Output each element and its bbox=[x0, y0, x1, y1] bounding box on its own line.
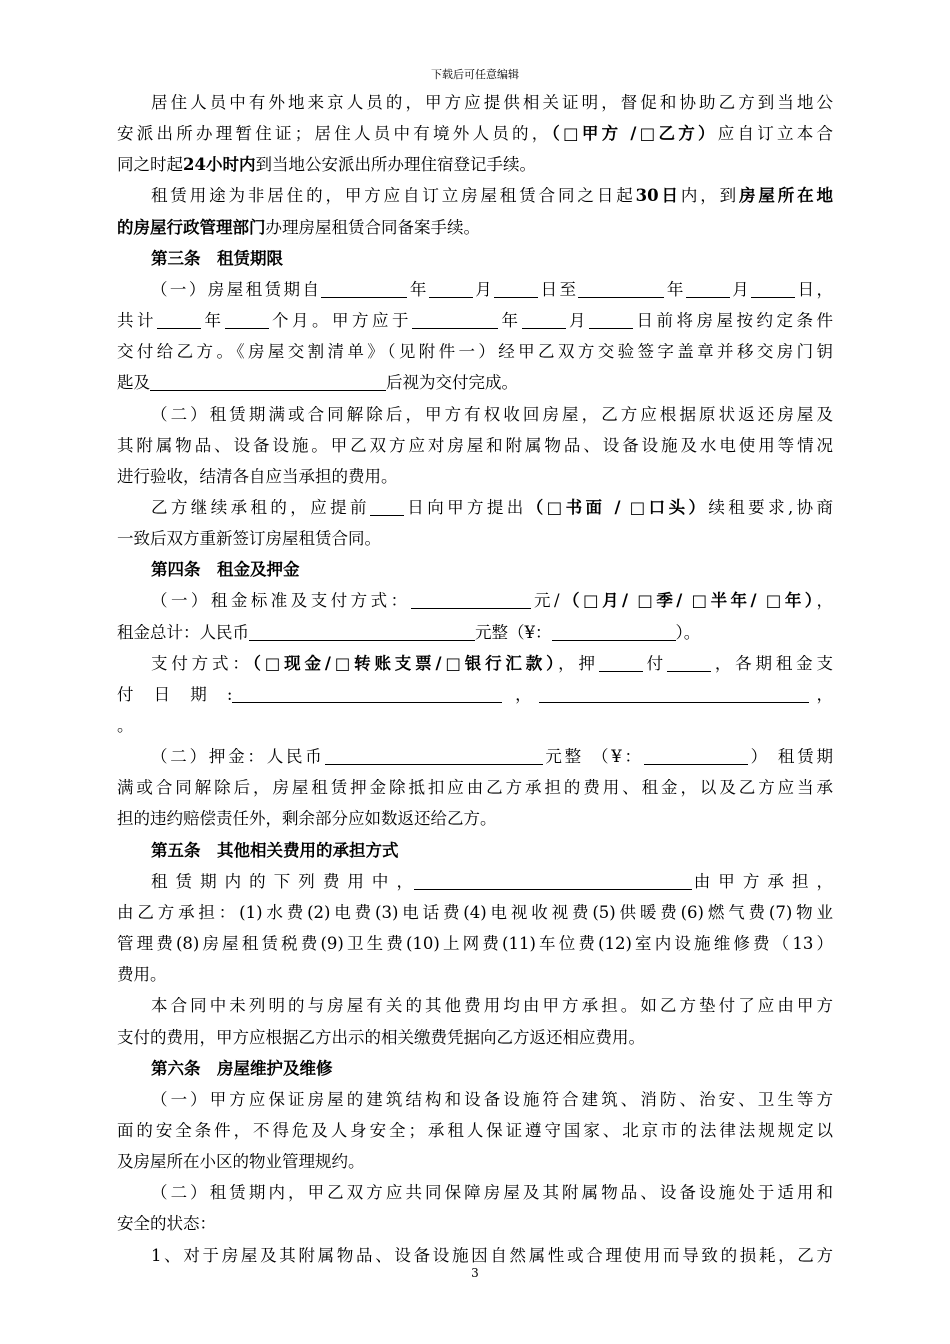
blank-underline bbox=[686, 278, 730, 298]
blank-underline bbox=[249, 621, 475, 641]
text-segment: 付 日 期 : bbox=[117, 684, 233, 704]
text-line bbox=[117, 1209, 833, 1239]
blank-underline bbox=[667, 652, 711, 672]
blank-underline bbox=[157, 309, 201, 329]
page-number: 3 bbox=[471, 1266, 479, 1280]
blank-underline bbox=[552, 621, 676, 641]
text-segment: 乙方继续承租的，应提前 bbox=[151, 497, 370, 517]
text-segment: 应自订立本合 bbox=[717, 124, 833, 144]
bold-text: 第五条 其他相关费用的承担方式 bbox=[151, 840, 399, 860]
text-segment: 到当地公安派出所办理住宿登记手续。 bbox=[255, 155, 536, 175]
text-segment: 1、对于房屋及其附属物品、设备设施因自然属性或合理使用而导致的损耗，乙方 bbox=[151, 1245, 833, 1265]
text-segment: 日， bbox=[795, 279, 833, 299]
text-line bbox=[151, 1054, 833, 1084]
text-segment: 安全的状态： bbox=[117, 1214, 216, 1234]
text-segment: 租金总计：人民币 bbox=[117, 622, 249, 642]
text-segment: ， bbox=[809, 684, 833, 704]
text-line bbox=[151, 493, 833, 523]
text-segment: 个月。甲方应于 bbox=[268, 311, 412, 330]
text-segment: 日前将房屋按约定条件 bbox=[633, 311, 833, 330]
text-line bbox=[151, 1178, 833, 1208]
text-segment: 付 bbox=[642, 653, 668, 673]
text-segment: 居住人员中有外地来京人员的，甲方应提供相关证明，督促和协助乙方到当地公 bbox=[151, 93, 833, 112]
blank-underline bbox=[232, 683, 502, 703]
blank-underline bbox=[578, 278, 664, 298]
bold-text: 第六条 房屋维护及维修 bbox=[151, 1058, 333, 1078]
text-segment: 由 甲 方 承 担 ， bbox=[692, 871, 833, 891]
text-line bbox=[117, 960, 833, 990]
text-segment: 及房屋所在小区的物业管理规约。 bbox=[117, 1152, 365, 1172]
text-line bbox=[117, 524, 833, 554]
text-segment: 租赁用途为非居住的，甲方应自订立房屋租赁合同之日起 bbox=[151, 186, 636, 206]
text-segment: （二）押金：人民币 bbox=[151, 747, 325, 767]
text-line bbox=[151, 555, 833, 585]
text-line bbox=[151, 1085, 833, 1115]
bold-text: 24小时内 bbox=[183, 155, 256, 175]
text-segment: 月 bbox=[729, 279, 752, 299]
bold-text: 30日 bbox=[635, 186, 681, 206]
text-segment: 交付给乙方。《房屋交割清单》（见附件一）经甲乙双方交验签字盖章并移交房门钥 bbox=[117, 342, 833, 362]
text-segment: 面的安全条件，不得危及人身安全；承租人保证遵守国家、北京市的法律法规规定以 bbox=[117, 1121, 833, 1140]
text-segment: 安派出所办理暂住证；居住人员中有境外人员的， bbox=[117, 124, 552, 144]
bold-text: （□书面 / □口头） bbox=[526, 497, 709, 517]
text-segment: 由乙方承担：(1)水费(2)电费(3)电话费(4)电视收视费(5)供暖费(6)燃气费(7)物业 bbox=[117, 902, 833, 922]
text-segment: 年 bbox=[407, 279, 429, 299]
text-line bbox=[151, 275, 833, 305]
text-segment: 内，到 bbox=[680, 186, 739, 206]
bold-text: （□甲方 /□乙方） bbox=[551, 124, 718, 144]
blank-underline bbox=[225, 309, 269, 329]
text-segment: ，押 bbox=[558, 653, 599, 673]
blank-underline bbox=[644, 745, 748, 765]
blank-underline bbox=[429, 278, 473, 298]
text-segment: 共计 bbox=[117, 311, 157, 330]
text-segment: 后视为交付完成。 bbox=[386, 373, 518, 393]
text-segment: 元整（¥： bbox=[475, 622, 552, 642]
text-segment: ） 租赁期 bbox=[747, 747, 833, 767]
blank-underline bbox=[321, 278, 407, 298]
text-line bbox=[117, 306, 833, 336]
blank-underline bbox=[325, 745, 543, 765]
text-segment: （一）租金标准及支付方式： bbox=[151, 591, 411, 611]
blank-underline bbox=[411, 589, 531, 609]
text-segment: ，各期租金支 bbox=[711, 653, 833, 673]
text-line bbox=[117, 462, 833, 492]
text-segment: （一）甲方应保证房屋的建筑结构和设备设施符合建筑、消防、治安、卫生等方 bbox=[151, 1089, 833, 1109]
text-line bbox=[151, 586, 833, 616]
text-line bbox=[117, 804, 833, 834]
text-line bbox=[117, 711, 833, 741]
blank-underline bbox=[494, 278, 538, 298]
text-line bbox=[117, 431, 833, 461]
text-line bbox=[117, 150, 833, 180]
text-line bbox=[151, 88, 833, 118]
blank-underline bbox=[751, 278, 795, 298]
text-segment: ， bbox=[502, 684, 540, 704]
bold-text: 第四条 租金及押金 bbox=[151, 560, 300, 580]
text-line bbox=[117, 773, 833, 803]
text-segment: 。 bbox=[117, 716, 134, 735]
bold-text: 第三条 租赁期限 bbox=[151, 248, 283, 268]
blank-underline bbox=[150, 371, 386, 391]
blank-underline bbox=[414, 870, 692, 890]
text-line bbox=[151, 400, 833, 430]
text-line bbox=[117, 213, 833, 243]
text-segment: 管理费(8)房屋租赁税费(9)卫生费(10)上网费(11)车位费(12)室内设施维修费（13） bbox=[117, 934, 833, 953]
text-segment: ）。 bbox=[675, 622, 701, 642]
text-segment: （一）房屋租赁期自 bbox=[151, 279, 322, 299]
text-segment: 年 bbox=[201, 311, 225, 330]
text-segment: 元/ bbox=[530, 591, 560, 611]
page-header: 下载后可任意编辑 bbox=[431, 68, 519, 81]
text-line bbox=[117, 1116, 833, 1146]
text-segment: 一致后双方重新签订房屋租赁合同。 bbox=[117, 529, 381, 549]
text-line bbox=[151, 742, 833, 772]
text-segment: 支付的费用，甲方应根据乙方出示的相关缴费凭据向乙方返还相应费用。 bbox=[117, 1027, 645, 1047]
text-segment: 办理房屋租赁合同备案手续。 bbox=[265, 217, 480, 237]
text-segment: 租 赁 期 内 的 下 列 费 用 中 ， bbox=[151, 871, 415, 891]
text-segment: 月 bbox=[565, 311, 589, 330]
text-segment: 日至 bbox=[538, 279, 579, 299]
blank-underline bbox=[599, 652, 643, 672]
text-line bbox=[117, 1147, 833, 1177]
text-segment: 月 bbox=[472, 279, 495, 299]
text-segment: 元整 （¥： bbox=[542, 747, 644, 767]
text-line bbox=[151, 244, 833, 274]
blank-underline bbox=[522, 309, 566, 329]
text-line bbox=[151, 991, 833, 1021]
text-line bbox=[117, 929, 833, 959]
bold-text: （□月/ □季/ □半年/ □年） bbox=[559, 591, 817, 611]
text-line bbox=[117, 898, 833, 928]
text-segment: 其附属物品、设备设施。甲乙双方应对房屋和附属物品、设备设施及水电使用等情况 bbox=[117, 435, 833, 455]
text-line bbox=[117, 368, 833, 398]
blank-underline bbox=[370, 496, 404, 516]
text-line bbox=[117, 119, 833, 149]
bold-text: 房屋所在地 bbox=[738, 186, 833, 206]
text-segment: 年 bbox=[664, 279, 686, 299]
text-line bbox=[117, 680, 833, 710]
text-segment: 日向甲方提出 bbox=[403, 497, 527, 517]
bold-text: （□现金/□转账支票/□银行汇款） bbox=[252, 653, 559, 673]
text-segment: 进行验收，结清各自应当承担的费用。 bbox=[117, 466, 398, 486]
text-segment: 同之时起 bbox=[117, 155, 183, 175]
text-segment: （二）租赁期内，甲乙双方应共同保障房屋及其附属物品、设备设施处于适用和 bbox=[151, 1183, 833, 1203]
text-line bbox=[151, 836, 833, 866]
blank-underline bbox=[539, 683, 809, 703]
text-segment: 满或合同解除后，房屋租赁押金除抵扣应由乙方承担的费用、租金，以及乙方应当承 bbox=[117, 778, 833, 798]
text-line bbox=[151, 867, 833, 897]
text-segment: 续租要求,协商 bbox=[708, 497, 833, 517]
blank-underline bbox=[412, 309, 498, 329]
text-segment: 本合同中未列明的与房屋有关的其他费用均由甲方承担。如乙方垫付了应由甲方 bbox=[151, 996, 833, 1016]
text-segment: ， bbox=[816, 591, 833, 611]
text-segment: 担的违约赔偿责任外，剩余部分应如数返还给乙方。 bbox=[117, 809, 497, 829]
text-segment: 匙及 bbox=[117, 373, 150, 393]
text-line bbox=[151, 181, 833, 211]
text-segment: 支付方式： bbox=[151, 653, 253, 673]
text-line bbox=[117, 618, 833, 648]
text-line bbox=[117, 1023, 833, 1053]
text-segment: （二）租赁期满或合同解除后，甲方有权收回房屋，乙方应根据原状返还房屋及 bbox=[151, 404, 833, 424]
text-segment: 年 bbox=[498, 311, 522, 330]
text-line bbox=[117, 337, 833, 367]
text-segment: 费用。 bbox=[117, 965, 167, 985]
blank-underline bbox=[589, 309, 633, 329]
text-line bbox=[151, 649, 833, 679]
bold-text: 的房屋行政管理部门 bbox=[117, 217, 266, 237]
